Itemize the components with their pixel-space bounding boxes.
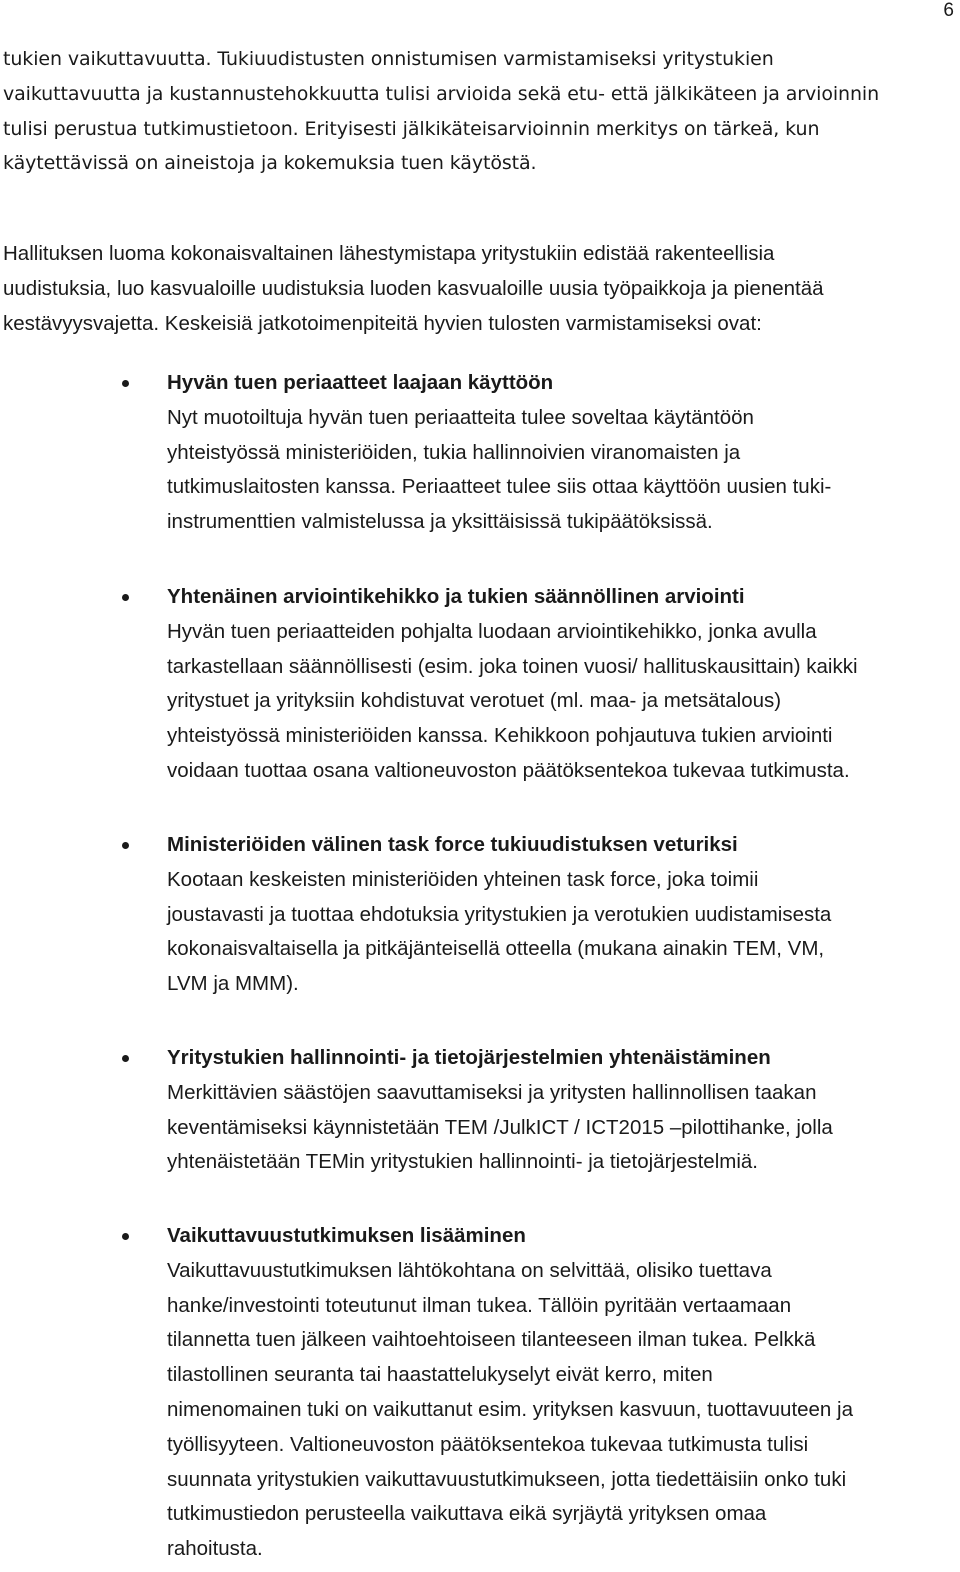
bullet-line: tarkastellaan säännöllisesti (esim. joka toinen vuosi/ hallituskausittain) kaikki (167, 654, 858, 678)
bullet-line: suunnata yritystukien vaikuttavuustutkimukseen, jotta tiedettäisiin onko tuki (167, 1467, 847, 1491)
paragraph-line: kestävyysvajetta. Keskeisiä jatkotoimenpiteitä hyvien tulosten varmistamiseksi ovat: (3, 311, 762, 335)
bullet-line: Vaikuttavuustutkimuksen lähtökohtana on selvittää, olisiko tuettava (167, 1258, 772, 1282)
paragraph-line: käytettävissä on aineistoja ja kokemuksia tuen käytöstä. (3, 152, 537, 175)
bullet-heading: Yritystukien hallinnointi- ja tietojärjestelmien yhtenäistäminen (167, 1046, 771, 1069)
bullet-line: nimenomainen tuki on vaikuttanut esim. yrityksen kasvuun, tuottavuuteen ja (167, 1397, 853, 1421)
bullet-line: joustavasti ja tuottaa ehdotuksia yritystukien ja verotukien uudistamisesta (167, 902, 832, 926)
intro-paragraph (3, 42, 879, 181)
bullet-line: yhteistyössä ministeriöiden kanssa. Kehikkoon pohjautuva tukien arviointi (167, 724, 833, 748)
bullet-line: tutkimuslaitosten kanssa. Periaatteet tulee siis ottaa käyttöön uusien tuki- (167, 475, 832, 499)
bullet-heading: Vaikuttavuustutkimuksen lisääminen (167, 1224, 526, 1247)
bullet-line: Kootaan keskeisten ministeriöiden yhteinen task force, joka toimii (167, 867, 759, 891)
bullet-line: LVM ja MMM). (167, 972, 299, 996)
bullet-content (167, 366, 831, 540)
bullet-content (167, 1219, 853, 1567)
bullet-content (167, 1041, 833, 1180)
bullet-line: tilastollinen seuranta tai haastattelukyselyt eivät kerro, miten (167, 1363, 713, 1387)
bullet-line: tilannetta tuen jälkeen vaihtoehtoiseen tilanteeseen ilman tukea. Pelkkä (167, 1328, 816, 1352)
bullet-dot-icon (122, 1233, 129, 1240)
bullet-line: voidaan tuottaa osana valtioneuvoston päätöksentekoa tukevaa tutkimusta. (167, 758, 850, 782)
bullet-line: yhteistyössä ministeriöiden, tukia hallinnoivien viranomaisten ja (167, 440, 741, 464)
bullet-dot-icon (122, 594, 129, 601)
paragraph-line: vaikuttavuutta ja kustannustehokkuutta tulisi arvioida sekä etu- että jälkikäteen ja arvioinnin (3, 82, 880, 105)
bullet-line: Merkittävien säästöjen saavuttamiseksi ja yritysten hallinnollisen taakan (167, 1080, 817, 1104)
bullet-dot-icon (122, 380, 129, 387)
bullet-content (167, 828, 831, 1002)
bullet-line: yritystuet ja yrityksiin kohdistuvat verotuet (ml. maa- ja metsätalous) (167, 689, 782, 713)
paragraph-line: tulisi perustua tutkimustietoon. Erityisesti jälkikäteisarvioinnin merkitys on tärkeä, kun (3, 117, 820, 140)
bullet-line: Nyt muotoiltuja hyvän tuen periaatteita tulee soveltaa käytäntöön (167, 405, 754, 429)
bullet-dot-icon (122, 1055, 129, 1062)
bullet-line: rahoitusta. (167, 1537, 263, 1561)
bullet-dot-icon (122, 842, 129, 849)
paragraph-line: uudistuksia, luo kasvualoille uudistuksia luoden kasvualoille uusia työpaikkoja ja pienentää (3, 276, 824, 300)
bullet-line: keventämiseksi käynnistetään TEM /JulkICT / ICT2015 –pilottihanke, jolla (167, 1115, 833, 1139)
bullet-line: yhtenäistetään TEMin yritystukien hallinnointi- ja tietojärjestelmiä. (167, 1150, 758, 1174)
bullet-heading: Yhtenäinen arviointikehikko ja tukien säännöllinen arviointi (167, 585, 745, 608)
bullet-content (167, 580, 858, 789)
bullet-line: Hyvän tuen periaatteiden pohjalta luodaan arviointikehikko, jonka avulla (167, 619, 817, 643)
paragraph-line: Hallituksen luoma kokonaisvaltainen lähestymistapa yritystukiin edistää rakenteellisia (3, 242, 775, 265)
second-paragraph (3, 237, 824, 341)
bullet-line: työllisyyteen. Valtioneuvoston päätöksentekoa tukevaa tutkimusta tulisi (167, 1432, 809, 1456)
bullet-heading: Hyvän tuen periaatteet laajaan käyttöön (167, 371, 554, 394)
bullet-line: instrumenttien valmistelussa ja yksittäisissä tukipäätöksissä. (167, 510, 713, 534)
bullet-line: hanke/investointi toteutunut ilman tukea. Tällöin pyritään vertaamaan (167, 1293, 792, 1317)
page-number: 6 (943, 0, 954, 21)
bullet-heading: Ministeriöiden välinen task force tukiuudistuksen veturiksi (167, 833, 738, 856)
bullet-line: kokonaisvaltaisella ja pitkäjänteisellä otteella (mukana ainakin TEM, VM, (167, 937, 825, 961)
paragraph-line: tukien vaikuttavuutta. Tukiuudistusten onnistumisen varmistamiseksi yritystukien (3, 48, 774, 70)
bullet-line: tutkimustiedon perusteella vaikuttava eikä syrjäytä yrityksen omaa (167, 1502, 767, 1526)
